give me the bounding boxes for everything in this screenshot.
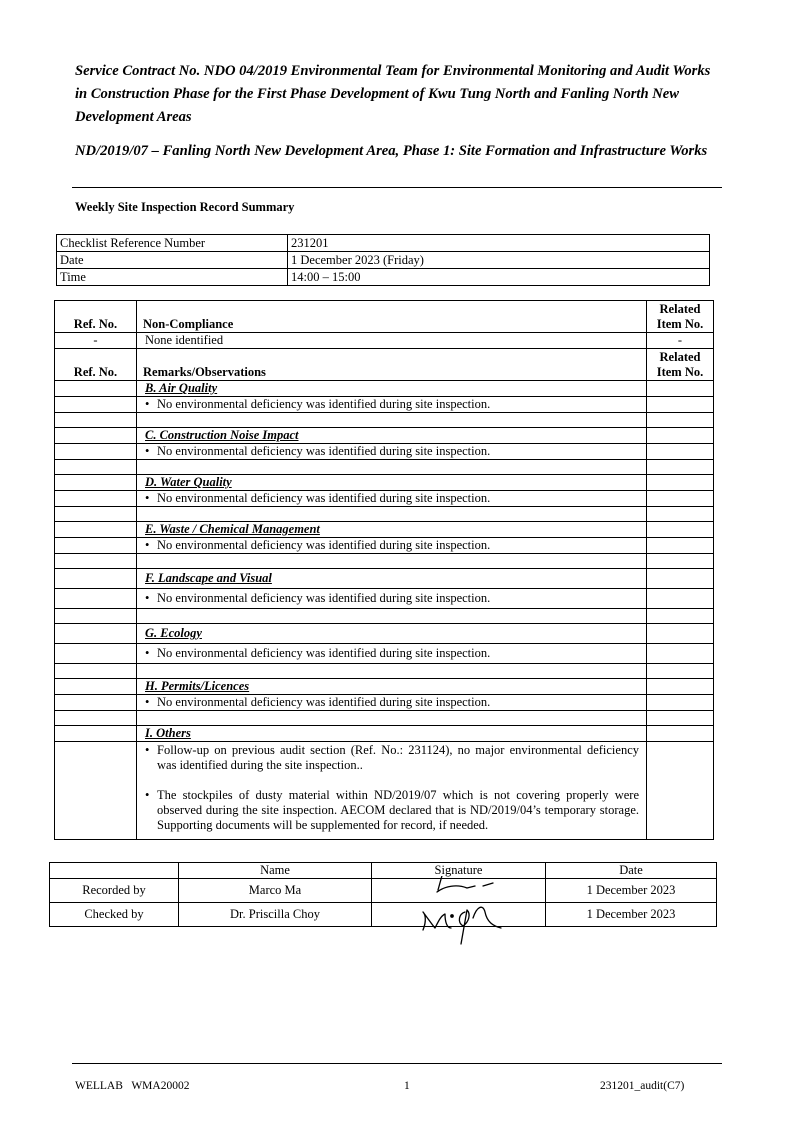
signoff-date: 1 December 2023 xyxy=(546,879,717,903)
bullet-icon: • xyxy=(145,646,150,660)
col-date: Date xyxy=(546,863,717,879)
blank-row xyxy=(55,413,714,428)
section-heading-row xyxy=(55,679,714,695)
noncompliance-text: None identified xyxy=(137,333,647,349)
col-non-compliance: Non-Compliance xyxy=(137,301,647,333)
section-heading: H. Permits/Licences xyxy=(145,679,250,693)
bullet-icon: • xyxy=(145,743,150,757)
section-text: No environmental deficiency was identified during site inspection. xyxy=(157,538,491,552)
section-text: No environmental deficiency was identified during site inspection. xyxy=(157,695,491,709)
col-ref-no: Ref. No. xyxy=(55,349,137,381)
bullet-icon: • xyxy=(145,444,150,458)
col-name: Name xyxy=(179,863,372,879)
noncompliance-row xyxy=(55,333,714,349)
section-item-row xyxy=(55,695,714,711)
signoff-table xyxy=(49,862,717,927)
section-text: No environmental deficiency was identified during site inspection. xyxy=(157,491,491,505)
section-heading-row xyxy=(55,522,714,538)
noncompliance-related: - xyxy=(647,333,714,349)
blank-row xyxy=(55,460,714,475)
info-row xyxy=(57,269,710,286)
info-label: Date xyxy=(57,252,288,269)
col-signature: Signature xyxy=(372,863,546,879)
inspection-table xyxy=(54,300,714,840)
info-value: 14:00 – 15:00 xyxy=(288,269,710,286)
blank-row xyxy=(55,711,714,726)
others-text: The stockpiles of dusty material within ND/2019/07 which is not covering properly were observed during the site inspection. AECOM declared that is ND/2019/04’s temporary storage. Supporting documents will be supplemented for record, if needed. xyxy=(157,788,639,832)
section-heading-row xyxy=(55,569,714,589)
bullet-icon: • xyxy=(145,491,150,505)
signoff-name: Marco Ma xyxy=(179,879,372,903)
blank-row xyxy=(55,609,714,624)
info-value: 1 December 2023 (Friday) xyxy=(288,252,710,269)
section-text: No environmental deficiency was identified during site inspection. xyxy=(157,397,491,411)
footer-divider xyxy=(72,1063,722,1064)
blank-row xyxy=(55,554,714,569)
info-row xyxy=(57,235,710,252)
col-related-item: Related Item No. xyxy=(647,349,714,381)
col-remarks: Remarks/Observations xyxy=(137,349,647,381)
others-item xyxy=(145,743,643,773)
signoff-row xyxy=(50,903,717,927)
section-item-row xyxy=(55,397,714,413)
info-label: Checklist Reference Number xyxy=(57,235,288,252)
signoff-name: Dr. Priscilla Choy xyxy=(179,903,372,927)
section-item-row xyxy=(55,644,714,664)
section-text: No environmental deficiency was identified during site inspection. xyxy=(157,646,491,660)
header-divider xyxy=(72,187,722,188)
remarks-header-row xyxy=(55,349,714,381)
signoff-row xyxy=(50,879,717,903)
footer-document-ref: 231201_audit(C7) xyxy=(600,1080,685,1092)
checklist-info-table xyxy=(56,234,710,286)
blank-row xyxy=(55,664,714,679)
info-value: 231201 xyxy=(288,235,710,252)
section-item-row xyxy=(55,444,714,460)
section-heading-row xyxy=(55,726,714,742)
footer-company: WELLAB WMA20002 xyxy=(75,1080,190,1092)
info-row xyxy=(57,252,710,269)
others-row xyxy=(55,742,714,840)
section-item-row xyxy=(55,538,714,554)
page-number: 1 xyxy=(404,1080,410,1092)
bullet-icon: • xyxy=(145,788,150,802)
signoff-header-row xyxy=(50,863,717,879)
signoff-date: 1 December 2023 xyxy=(546,903,717,927)
contract-title: Service Contract No. NDO 04/2019 Environmental Team for Environmental Monitoring and Audit Works in Construction Phase for the First Phase Development of Kwu Tung North and Fanling North New Development Areas xyxy=(75,63,711,125)
section-item-row xyxy=(55,589,714,609)
signoff-role: Recorded by xyxy=(50,879,179,903)
section-heading-row xyxy=(55,624,714,644)
others-text: Follow-up on previous audit section (Ref. No.: 231124), no major environmental deficiency was identified during the site inspection.. xyxy=(157,743,639,772)
blank-row xyxy=(55,507,714,522)
project-title: ND/2019/07 – Fanling North New Development Area, Phase 1: Site Formation and Infrastructure Works xyxy=(75,143,708,159)
record-subtitle: Weekly Site Inspection Record Summary xyxy=(75,200,295,214)
section-item-row xyxy=(55,491,714,507)
bullet-icon: • xyxy=(145,591,150,605)
info-label: Time xyxy=(57,269,288,286)
section-text: No environmental deficiency was identified during site inspection. xyxy=(157,591,491,605)
col-related-item: Related Item No. xyxy=(647,301,714,333)
bullet-icon: • xyxy=(145,538,150,552)
section-heading: I. Others xyxy=(145,726,191,740)
section-heading: E. Waste / Chemical Management xyxy=(145,522,320,536)
col-ref-no: Ref. No. xyxy=(55,301,137,333)
section-heading-row xyxy=(55,428,714,444)
section-heading: F. Landscape and Visual xyxy=(145,571,272,585)
section-heading-row xyxy=(55,475,714,491)
bullet-icon: • xyxy=(145,397,150,411)
noncompliance-header-row xyxy=(55,301,714,333)
section-heading: C. Construction Noise Impact xyxy=(145,428,299,442)
others-item xyxy=(145,788,643,833)
section-heading-row xyxy=(55,381,714,397)
section-heading: G. Ecology xyxy=(145,626,202,640)
noncompliance-ref: - xyxy=(55,333,137,349)
section-heading: D. Water Quality xyxy=(145,475,232,489)
handwritten-signature-icon xyxy=(405,876,525,948)
section-text: No environmental deficiency was identified during site inspection. xyxy=(157,444,491,458)
section-heading: B. Air Quality xyxy=(145,381,218,395)
bullet-icon: • xyxy=(145,695,150,709)
signoff-role: Checked by xyxy=(50,903,179,927)
